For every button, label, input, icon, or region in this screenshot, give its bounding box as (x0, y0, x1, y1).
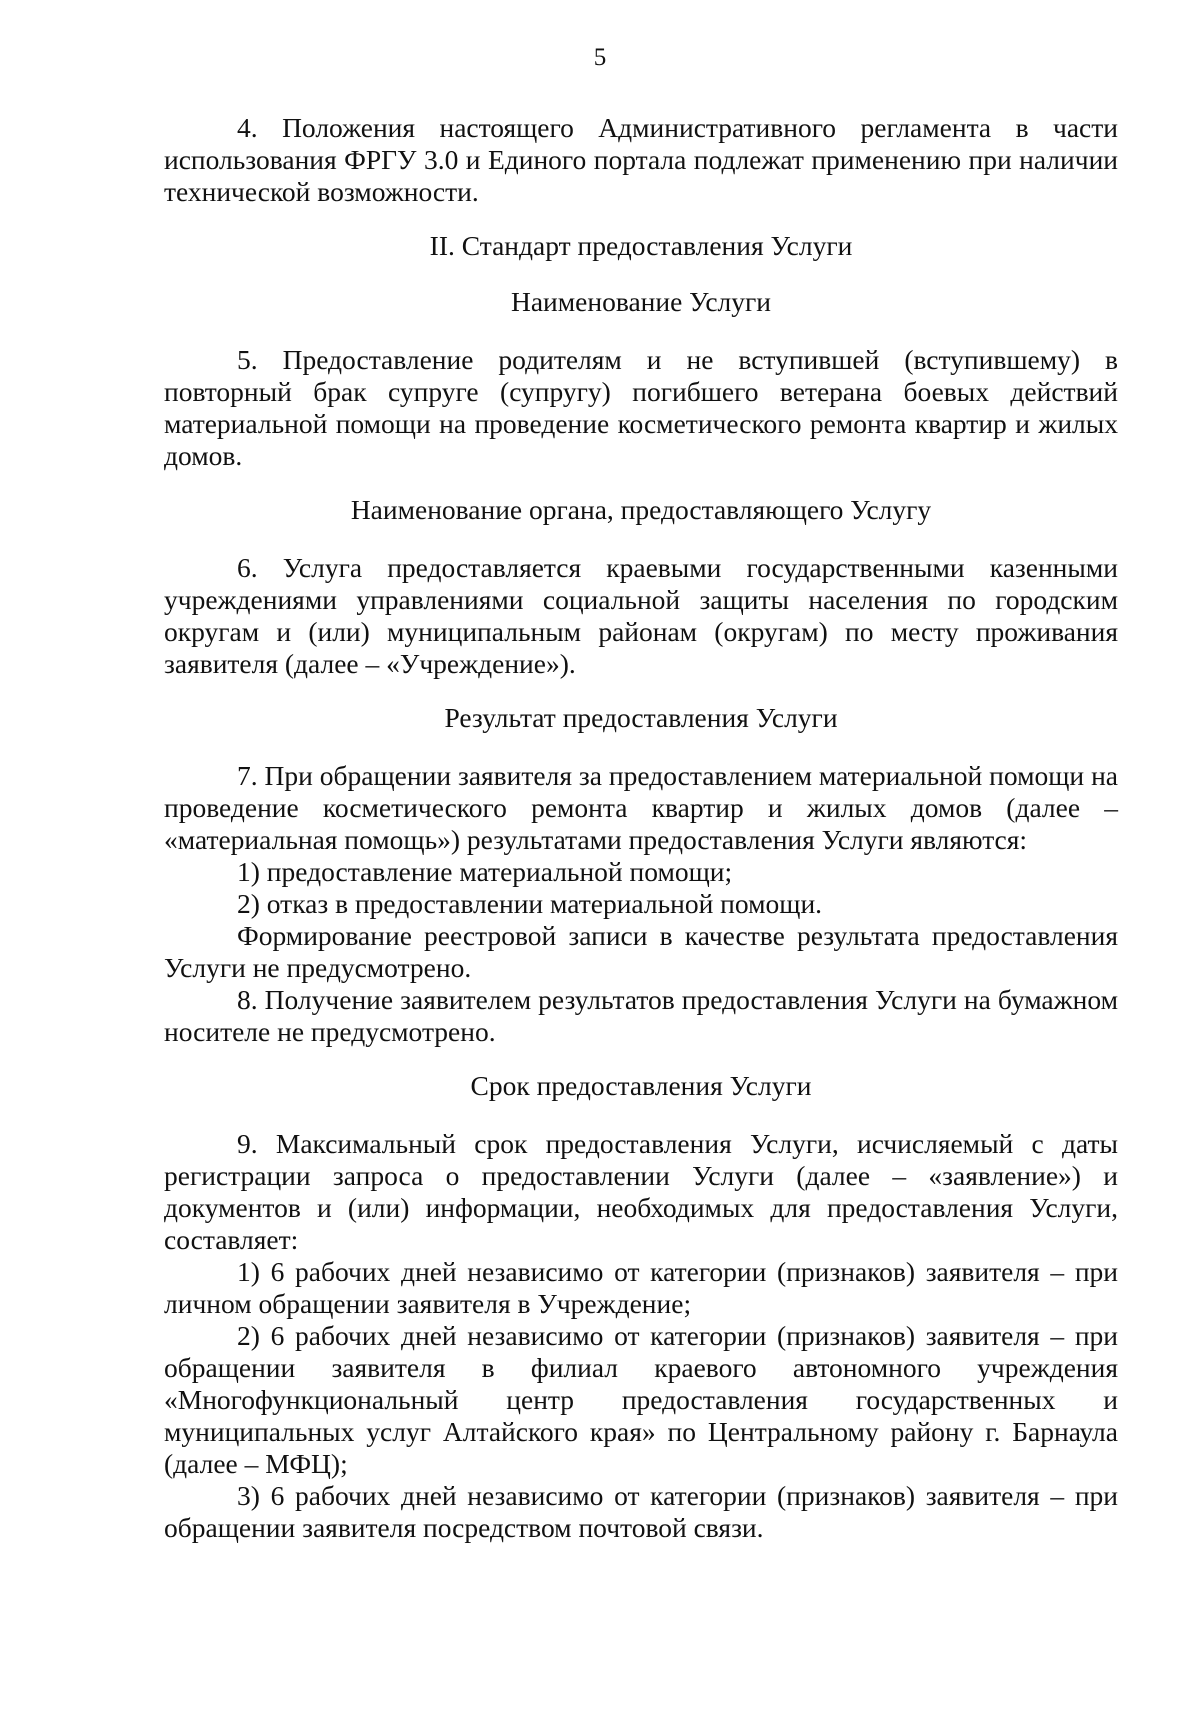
paragraph-6: 6. Услуга предоставляется краевыми государственными казенными учреждениями управлениями социальной защиты населения по городским округам и (или) муниципальным районам (округам) по месту проживания заявителя (далее – «Учреждение»). (164, 552, 1118, 679)
section-heading-standard: II. Стандарт предоставления Услуги (429, 230, 853, 261)
paragraph-4: 4. Положения настоящего Административного регламента в части использования ФРГУ 3.0 и Единого портала подлежат применению при наличии технической возможности. (164, 112, 1118, 207)
heading-service-name: Наименование Услуги (510, 286, 772, 317)
paragraph-8: 8. Получение заявителем результатов предоставления Услуги на бумажном носителе не предусмотрено. (164, 984, 1118, 1047)
paragraph-7: 7. При обращении заявителя за предоставлением материальной помощи на проведение косметического ремонта квартир и жилых домов (далее – «материальная помощь») результатами предоставления Услуги являются: (164, 760, 1118, 855)
paragraph-7-registry-note: Формирование реестровой записи в качестве результата предоставления Услуги не предусмотрено. (164, 920, 1118, 983)
document-body (164, 112, 1118, 1544)
paragraph-9-item-2: 2) 6 рабочих дней независимо от категории (признаков) заявителя – при обращении заявителя в филиал краевого автономного учреждения «Многофункциональный центр предоставления государственных и муниципальных услуг Алтайского края» по Центральному району г. Барнаула (далее – МФЦ); (164, 1320, 1118, 1479)
heading-term: Срок предоставления Услуги (470, 1070, 812, 1101)
paragraph-7-item-1: 1) предоставление материальной помощи; (237, 856, 733, 887)
heading-organ-name: Наименование органа, предоставляющего Услугу (350, 494, 932, 525)
heading-result: Результат предоставления Услуги (444, 702, 838, 733)
paragraph-9: 9. Максимальный срок предоставления Услуги, исчисляемый с даты регистрации запроса о предоставлении Услуги (далее – «заявление») и документов и (или) информации, необходимых для предоставления Услуги, составляет: (164, 1128, 1118, 1255)
paragraph-9-item-1: 1) 6 рабочих дней независимо от категории (признаков) заявителя – при личном обращении заявителя в Учреждение; (164, 1256, 1118, 1319)
page-number: 5 (593, 44, 607, 71)
paragraph-5: 5. Предоставление родителям и не вступившей (вступившему) в повторный брак супруге (супругу) погибшего ветерана боевых действий материальной помощи на проведение косметического ремонта квартир и жилых домов. (164, 344, 1118, 471)
paragraph-7-item-2: 2) отказ в предоставлении материальной помощи. (237, 888, 823, 919)
paragraph-9-item-3: 3) 6 рабочих дней независимо от категории (признаков) заявителя – при обращении заявителя посредством почтовой связи. (164, 1480, 1118, 1543)
